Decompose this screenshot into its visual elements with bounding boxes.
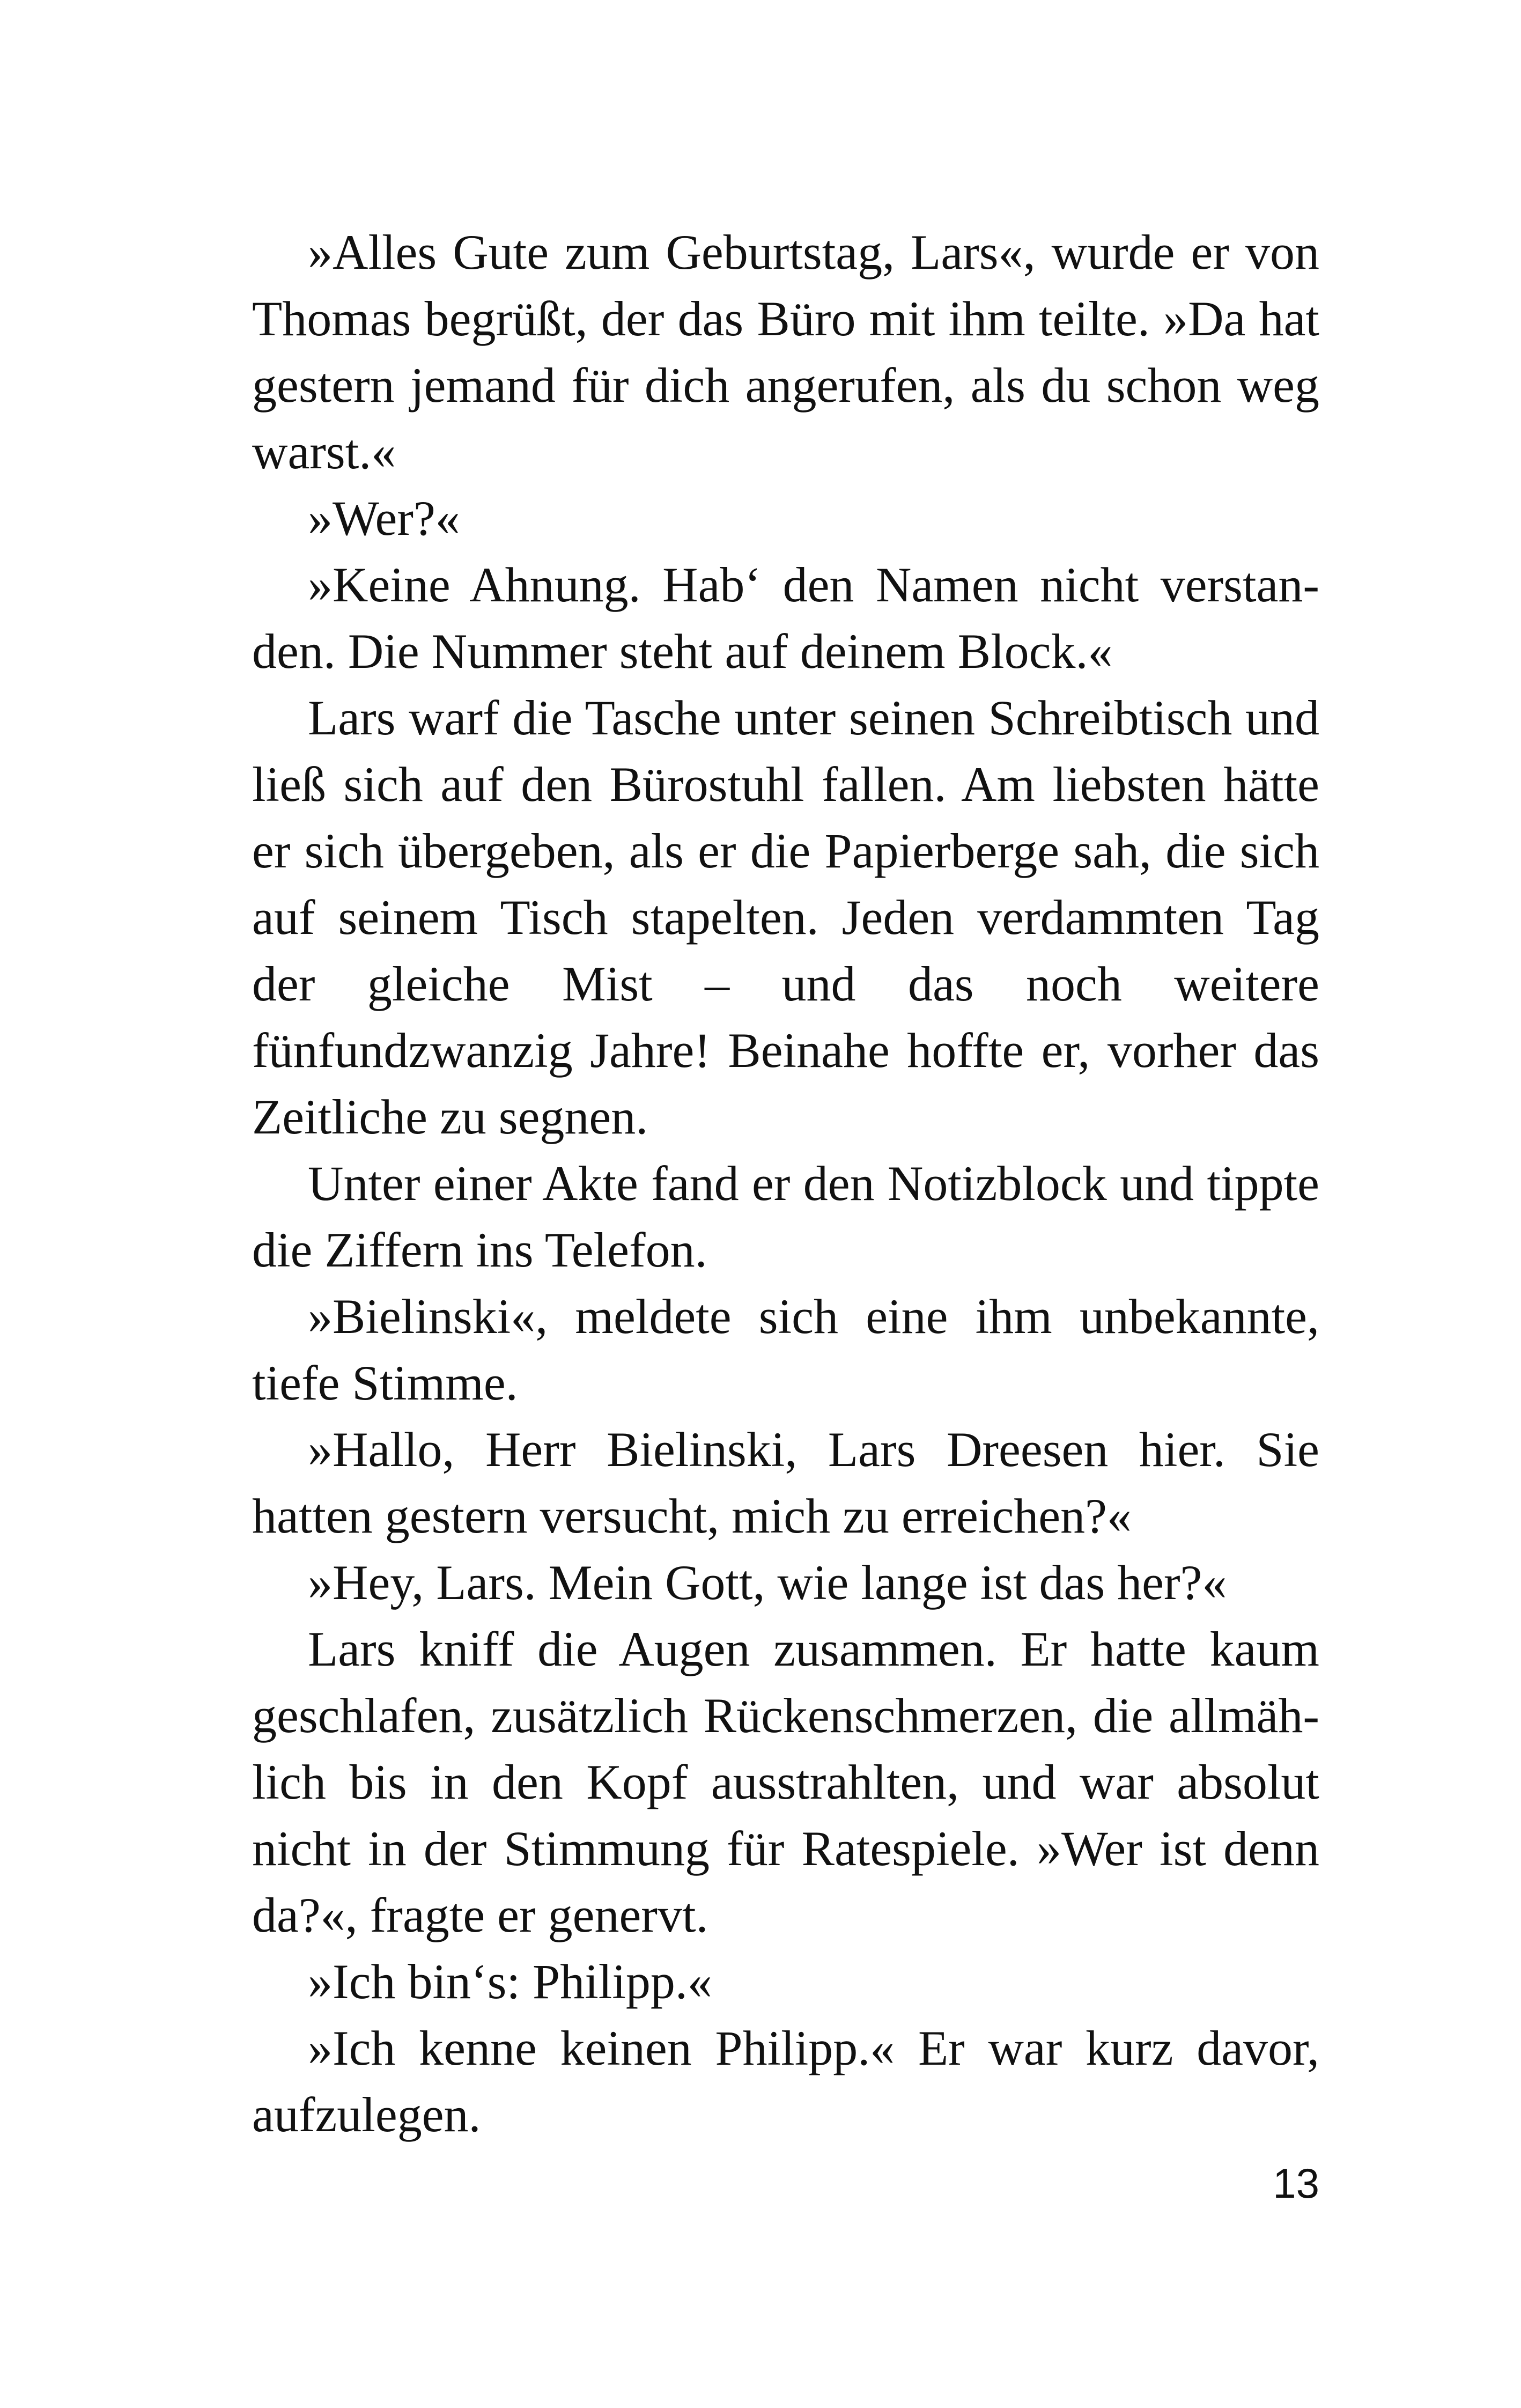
paragraph: »Hey, Lars. Mein Gott, wie lange ist das her?« (308, 1555, 1227, 1610)
paragraph: Lars kniff die Augen zusammen. Er hatte kaum geschlafen, zusätzlich Rückenschmerzen, die allmäh-lich bis in den Kopf ausstrahlten, und war absolut nicht in der Stimmung für Ratespiele. »Wer ist denn da?«, fragte er genervt. (252, 1622, 1319, 1942)
body-text (252, 219, 1319, 2148)
paragraph: »Bielinski«, meldete sich eine ihm unbekannte, tiefe Stimme. (252, 1289, 1319, 1410)
paragraph: »Ich bin‘s: Philipp.« (308, 1954, 712, 2009)
paragraph: »Hallo, Herr Bielinski, Lars Dreesen hier. Sie hatten gestern versucht, mich zu erreichen?« (252, 1422, 1319, 1543)
paragraph: »Alles Gute zum Geburtstag, Lars«, wurde er von Thomas begrüßt, der das Büro mit ihm teilte. »Da hat gestern jemand für dich angerufen, als du schon weg warst.« (252, 225, 1319, 479)
paragraph: Unter einer Akte fand er den Notizblock und tippte die Ziffern ins Telefon. (252, 1156, 1319, 1277)
paragraph: »Keine Ahnung. Hab‘ den Namen nicht verstan-den. Die Nummer steht auf deinem Block.« (252, 557, 1319, 679)
paragraph: »Wer?« (308, 491, 460, 546)
page-number: 13 (1273, 2160, 1319, 2207)
paragraph: Lars warf die Tasche unter seinen Schreibtisch und ließ sich auf den Bürostuhl fallen. Am liebsten hätte er sich übergeben, als er die Papierberge sah, die sich auf seinem Tisch stapelten. Jeden verdammten Tag der gleiche Mist – und das noch weitere fünfundzwanzig Jahre! Beinahe hoffte er, vorher das Zeitliche zu segnen. (252, 690, 1319, 1144)
paragraph: »Ich kenne keinen Philipp.« Er war kurz davor, aufzulegen. (252, 2021, 1319, 2142)
